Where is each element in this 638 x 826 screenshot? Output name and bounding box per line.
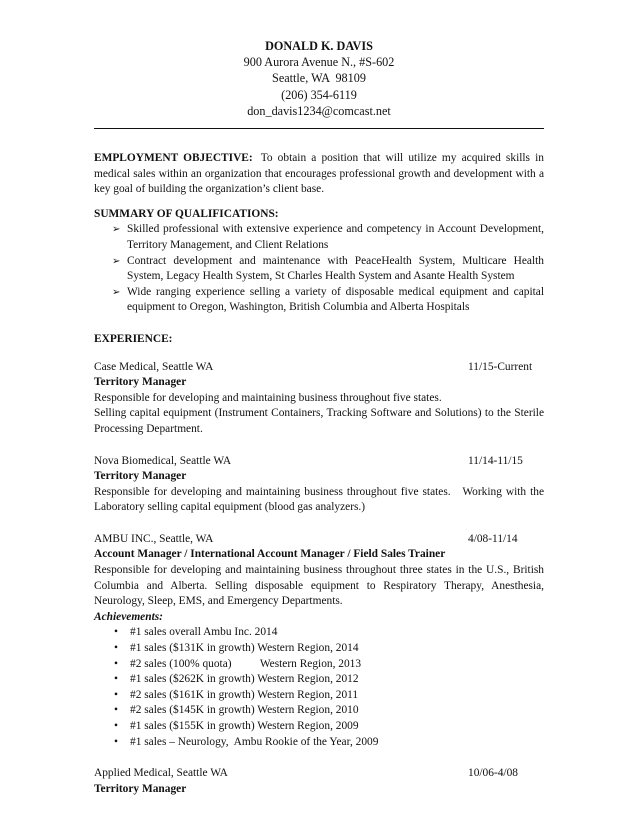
achievement-text: #1 sales overall Ambu Inc. 2014 <box>130 626 278 639</box>
job-dates: 10/06-4/08 <box>468 767 518 780</box>
list-item <box>114 625 544 641</box>
objective-text: To obtain a position that will utilize my acquired skills in medical sales within an organization that encourages professional growth and development with a key goal of building the organization’s client base. <box>94 152 544 196</box>
achievement-text: #2 sales ($145K in growth) Western Region, 2010 <box>130 704 359 717</box>
job-header <box>94 532 544 548</box>
achievements-label: Achievements: <box>94 610 163 623</box>
job-title: Territory Manager <box>94 376 187 389</box>
company-name: Nova Biomedical, Seattle WA <box>94 454 232 467</box>
job-entry <box>94 360 544 438</box>
job-description: Responsible for developing and maintaining business throughout five states. <box>94 391 442 404</box>
header-divider <box>94 128 544 129</box>
address-line-2: Seattle, WA 98109 <box>272 71 366 86</box>
job-entry <box>94 454 547 516</box>
experience-heading: EXPERIENCE: <box>94 332 173 345</box>
list-item <box>114 641 544 657</box>
achievement-text: #1 sales ($155K in growth) Western Region, 2009 <box>130 720 359 733</box>
qualification-text: Wide ranging experience selling a variety of disposable medical equipment and capital equipment to Oregon, Washington, British Columbia and Alberta Hospitals <box>127 285 544 314</box>
job-description: Responsible for developing and maintaining business throughout five states. Working with the Laboratory selling capital equipment (blood gas analyzers.) <box>94 485 547 514</box>
resume-page <box>94 38 547 797</box>
job-dates: 11/15-Current <box>468 360 533 373</box>
job-entry <box>94 532 544 750</box>
email-address: don_davis1234@comcast.net <box>247 103 391 118</box>
qualifications-list <box>94 222 544 316</box>
job-description: Responsible for developing and maintaining business throughout three states in the U.S., British Columbia and Alberta. Selling disposable equipment to Respiratory Therapy, Anesthesia, Neurology, Sleep, EMS, and Emergency Departments. <box>94 564 544 608</box>
employment-objective <box>94 151 544 198</box>
list-item <box>114 672 544 688</box>
list-item <box>114 719 544 735</box>
list-item <box>114 735 544 751</box>
job-title: Territory Manager <box>94 782 187 795</box>
achievement-text: #1 sales – Neurology, Ambu Rookie of the Year, 2009 <box>130 735 379 748</box>
list-item <box>112 254 544 285</box>
objective-label: EMPLOYMENT OBJECTIVE: <box>94 152 253 165</box>
achievements-list <box>94 625 544 750</box>
arrow-bullet-icon: ➢ <box>112 224 121 236</box>
address-line-1: 900 Aurora Avenue N., #S-602 <box>243 55 395 70</box>
list-item <box>114 657 544 673</box>
bullet-dot-icon: • <box>114 657 118 670</box>
job-header <box>94 766 544 782</box>
list-item <box>112 222 544 253</box>
achievement-text: #2 sales (100% quota) Western Region, 2013 <box>130 657 362 670</box>
job-header <box>94 360 544 376</box>
arrow-bullet-icon: ➢ <box>112 255 121 267</box>
job-entry <box>94 766 544 797</box>
resume-header <box>94 38 544 119</box>
company-name: AMBU INC., Seattle, WA <box>94 532 214 545</box>
arrow-bullet-icon: ➢ <box>112 286 121 298</box>
list-item <box>114 703 544 719</box>
bullet-dot-icon: • <box>114 673 118 686</box>
list-item <box>112 285 544 316</box>
qualification-text: Contract development and maintenance with PeaceHealth System, Multicare Health System, Legacy Health System, St Charles Health System and Asante Health System <box>127 254 544 283</box>
job-header <box>94 454 544 470</box>
achievement-text: #1 sales ($262K in growth) Western Region, 2012 <box>130 673 359 686</box>
qualification-text: Skilled professional with extensive experience and competency in Account Development, Territory Management, and Client Relations <box>127 223 544 251</box>
candidate-name: DONALD K. DAVIS <box>265 39 373 53</box>
job-title: Account Manager / International Account Manager / Field Sales Trainer <box>94 548 446 561</box>
company-name: Applied Medical, Seattle WA <box>94 767 228 780</box>
bullet-dot-icon: • <box>114 735 118 748</box>
qualifications-heading: SUMMARY OF QUALIFICATIONS: <box>94 207 279 220</box>
bullet-dot-icon: • <box>114 720 118 733</box>
job-dates: 11/14-11/15 <box>468 454 523 467</box>
bullet-dot-icon: • <box>114 626 118 639</box>
job-dates: 4/08-11/14 <box>468 532 518 545</box>
bullet-dot-icon: • <box>114 642 118 655</box>
bullet-dot-icon: • <box>114 688 118 701</box>
bullet-dot-icon: • <box>114 704 118 717</box>
achievement-text: #1 sales ($131K in growth) Western Region, 2014 <box>130 642 359 655</box>
achievement-text: #2 sales ($161K in growth) Western Region, 2011 <box>130 688 359 701</box>
company-name: Case Medical, Seattle WA <box>94 360 214 373</box>
list-item <box>114 688 544 704</box>
job-title: Territory Manager <box>94 470 187 483</box>
phone-number: (206) 354-6119 <box>281 87 357 102</box>
job-description: Selling capital equipment (Instrument Containers, Tracking Software and Solutions) to the Sterile Processing Department. <box>94 407 544 435</box>
